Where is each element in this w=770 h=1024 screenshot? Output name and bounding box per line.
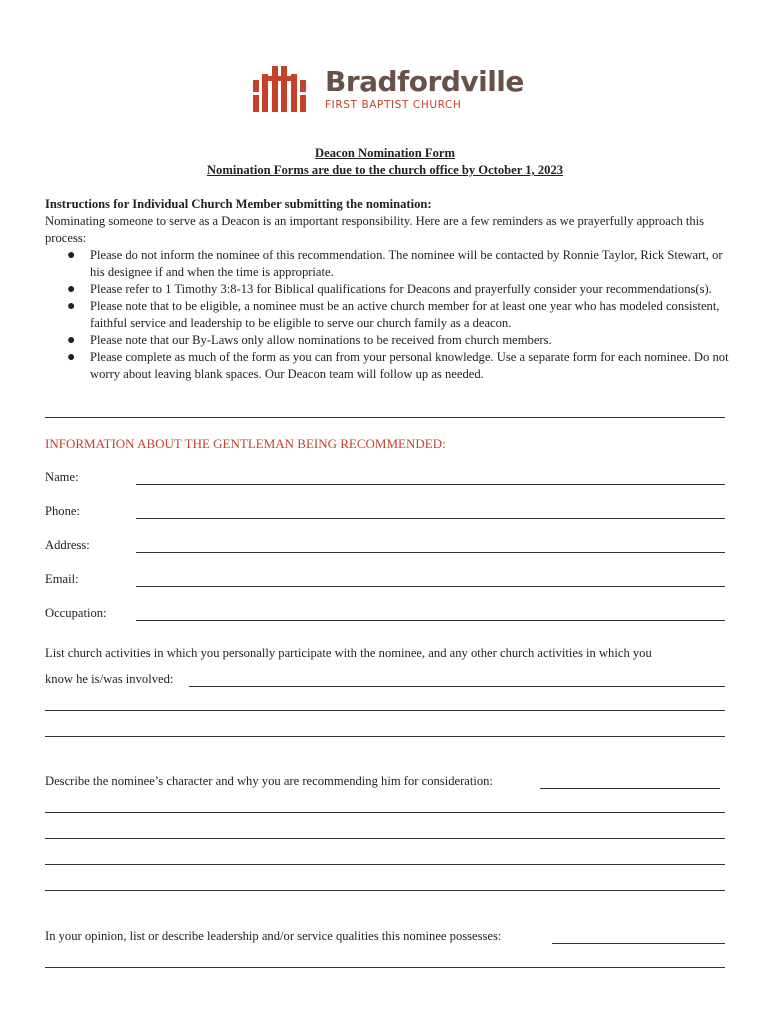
address-input-line[interactable] [136,552,725,553]
list-item: ● Please note that to be eligible, a nominee must be an active church member for at least one year who has modeled consistent, faithful service and leadership to be eligible to serve our church family as a deacon. [67,299,720,330]
character-answer-line[interactable] [45,812,725,813]
character-answer-line[interactable] [45,838,725,839]
activities-input-line[interactable] [189,686,725,687]
character-answer-line[interactable] [45,864,725,865]
list-item: ● Please refer to 1 Timothy 3:8-13 for Biblical qualifications for Deacons and prayerfully consider your recommendations(s). [67,282,712,297]
list-item: ● Please note that our By-Laws only allow nominations to be received from church members. [67,333,552,348]
activities-question-line2[interactable]: know he is/was involved: [45,672,725,690]
logo-subtitle: FIRST BAPTIST CHURCH [325,99,462,111]
email-input-line[interactable] [136,586,725,587]
activities-answer-line[interactable] [45,736,725,737]
occupation-field[interactable] [45,606,725,624]
email-label: Email: [45,572,79,586]
logo-name: Bradfordville [325,65,524,98]
character-answer-line[interactable] [45,890,725,891]
activities-answer-line[interactable] [45,710,725,711]
instructions-intro: Nominating someone to serve as a Deacon is an important responsibility. Here are a few reminders as we prayerfully approach this process: [45,214,705,245]
instructions-list [67,247,735,383]
email-field[interactable] [45,572,725,590]
instructions [45,196,735,383]
instructions-heading: Instructions for Individual Church Member submitting the nomination: [45,197,432,211]
leadership-question[interactable]: In your opinion, list or describe leadership and/or service qualities this nominee possesses: [45,929,725,947]
section-divider [45,417,725,418]
leadership-input-line[interactable] [552,943,725,944]
activities-question-line1: List church activities in which you personally participate with the nominee, and any other church activities in which you [45,646,652,660]
character-question[interactable]: Describe the nominee’s character and why you are recommending him for consideration: [45,774,725,792]
form-title: Deacon Nomination Form [315,146,455,160]
section-title: INFORMATION ABOUT THE GENTLEMAN BEING RECOMMENDED: [45,436,446,451]
leadership-answer-line[interactable] [45,967,725,968]
address-field[interactable] [45,538,725,556]
form-title-block [0,145,770,179]
occupation-label: Occupation: [45,606,107,620]
church-logo [253,66,523,116]
phone-field[interactable] [45,504,725,522]
church-logo-icon [253,66,317,114]
bullet-icon: ● [67,282,76,297]
form-due-date: Nomination Forms are due to the church office by October 1, 2023 [206,163,564,177]
character-input-line[interactable] [540,788,720,789]
name-input-line[interactable] [136,484,725,485]
bullet-icon: ● [67,299,76,314]
bullet-icon: ● [67,350,76,365]
bullet-icon: ● [67,333,76,348]
occupation-input-line[interactable] [136,620,725,621]
bullet-icon: ● [67,248,76,263]
phone-label: Phone: [45,504,80,518]
name-label: Name: [45,470,79,484]
address-label: Address: [45,538,90,552]
list-item: ● Please do not inform the nominee of this recommendation. The nominee will be contacted by Ronnie Taylor, Rick Stewart, or his designee if and when the time is appropriate. [67,248,723,279]
phone-input-line[interactable] [136,518,725,519]
list-item: ● Please complete as much of the form as you can from your personal knowledge. Use a separate form for each nominee. Do not worry about leaving blank spaces. Our Deacon team will follow up as needed. [67,350,729,381]
name-field[interactable] [45,470,725,488]
